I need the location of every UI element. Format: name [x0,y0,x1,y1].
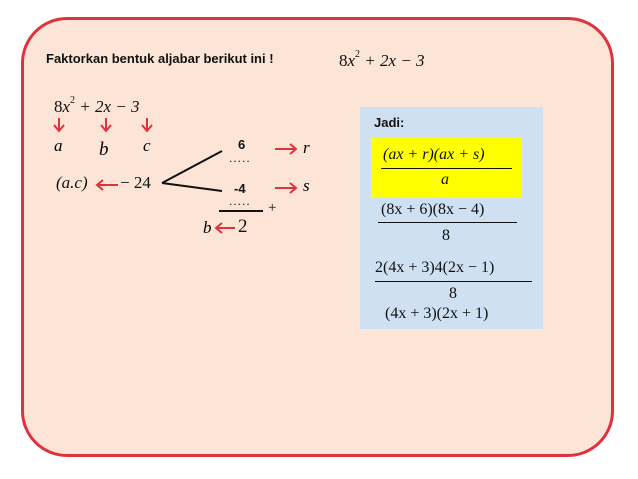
final-result: (4x + 3)(2x + 1) [385,305,489,322]
branch-bottom-dots: ..... [229,194,251,208]
left-arrow-icon [213,221,237,235]
label-c: c [143,136,151,155]
label-b: b [99,139,109,160]
step1-numerator: (8x + 6)(8x − 4) [381,201,485,218]
label-a: a [54,136,63,155]
left-coef: 8 [54,97,63,116]
b-value: 2 [238,216,248,237]
branch-lines [160,145,230,195]
ac-label: (a.c) [56,173,88,192]
down-arrows [50,116,160,138]
branch-top-value: 6 [238,137,246,152]
step2-numerator: 2(4x + 3)4(2x − 1) [375,259,495,276]
solution-heading: Jadi: [374,115,405,130]
branch-bottom-value: -4 [234,181,246,196]
left-var: x [62,97,71,116]
formula-numerator: (ax + r)(ax + s) [383,146,485,163]
right-arrow-icon [274,181,300,195]
header-expression [339,51,425,71]
ac-value: − 24 [120,173,151,192]
header-rest: + 2x − 3 [364,51,425,70]
step1-fraction-bar [378,222,517,223]
right-arrow-icon [274,142,300,156]
b-label: b [203,218,212,237]
header-var: x [347,51,356,70]
plus-sign: + [268,200,277,216]
header-coef: 8 [339,51,348,70]
left-expression [54,97,140,117]
branch-top-dots: ..... [229,151,251,165]
formula-fraction-bar [381,168,512,169]
left-exp: 2 [70,95,76,106]
step2-denominator: 8 [449,285,457,302]
step2-fraction-bar [375,281,532,282]
header-exp: 2 [355,49,361,60]
label-r: r [303,138,310,157]
label-s: s [303,176,310,195]
formula-denominator: a [441,171,449,188]
step1-denominator: 8 [442,227,450,244]
instruction-text: Faktorkan bentuk aljabar berikut ini ! [46,51,274,66]
left-arrow-icon [94,178,120,192]
left-rest: + 2x − 3 [79,97,140,116]
sum-line [219,210,263,212]
